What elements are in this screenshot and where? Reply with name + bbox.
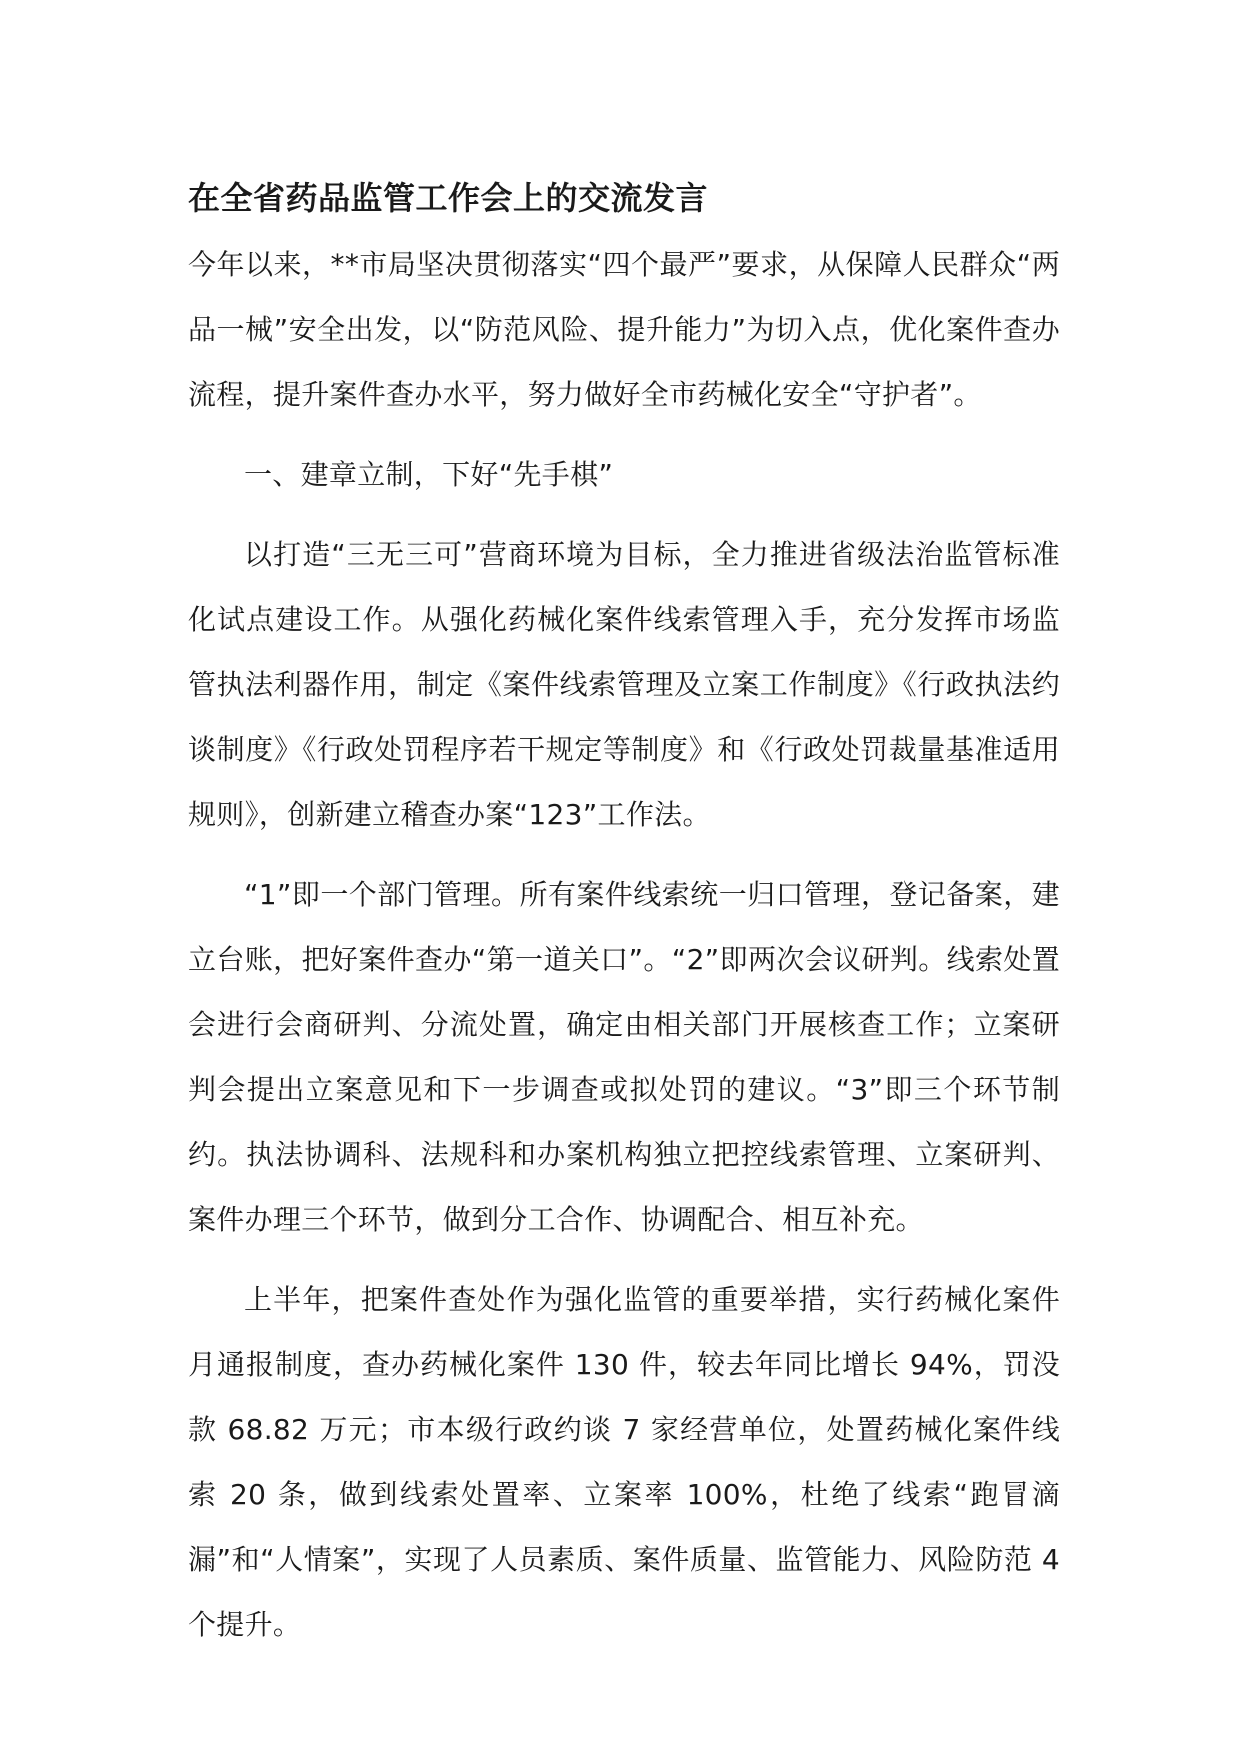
section-heading: 一、建章立制，下好“先手棋” (244, 458, 614, 491)
body-paragraph: “1”即一个部门管理。所有案件线索统一归口管理，登记备案，建立台账，把好案件查办“第一道关口”。“2”即两次会议研判。线索处置会进行会商研判、分流处置，确定由相关部门开展核查工作；立案研判会提出立案意见和下一步调查或拟处罚的建议。“3”即三个环节制约。执法协调科、法规科和办案机构独立把控线索管理、立案研判、案件办理三个环节，做到分工合作、协调配合、相互补充。 (188, 878, 1060, 1236)
body-paragraph: 以打造“三无三可”营商环境为目标，全力推进省级法治监管标准化试点建设工作。从强化药械化案件线索管理入手，充分发挥市场监管执法利器作用，制定《案件线索管理及立案工作制度》《行政执法约谈制度》《行政处罚程序若干规定等制度》和《行政处罚裁量基准适用规则》，创新建立稽查办案“123”工作法。 (188, 538, 1060, 831)
document-title: 在全省药品监管工作会上的交流发言 (188, 179, 709, 217)
document-body (188, 176, 1060, 1657)
body-paragraph: 上半年，把案件查处作为强化监管的重要举措，实行药械化案件月通报制度，查办药械化案件 130 件，较去年同比增长 94%，罚没款 68.82 万元；市本级行政约谈 7 家经营单位，处置药械化案件线索 20 条，做到线索处置率、立案率 100%，杜绝了线索“跑冒滴漏”和“人情案”，实现了人员素质、案件质量、监管能力、风险防范 4 个提升。 (188, 1283, 1060, 1641)
intro-paragraph: 今年以来，**市局坚决贯彻落实“四个最严”要求，从保障人民群众“两品一械”安全出发，以“防范风险、提升能力”为切入点，优化案件查办流程，提升案件查办水平，努力做好全市药械化安全“守护者”。 (188, 248, 1060, 411)
